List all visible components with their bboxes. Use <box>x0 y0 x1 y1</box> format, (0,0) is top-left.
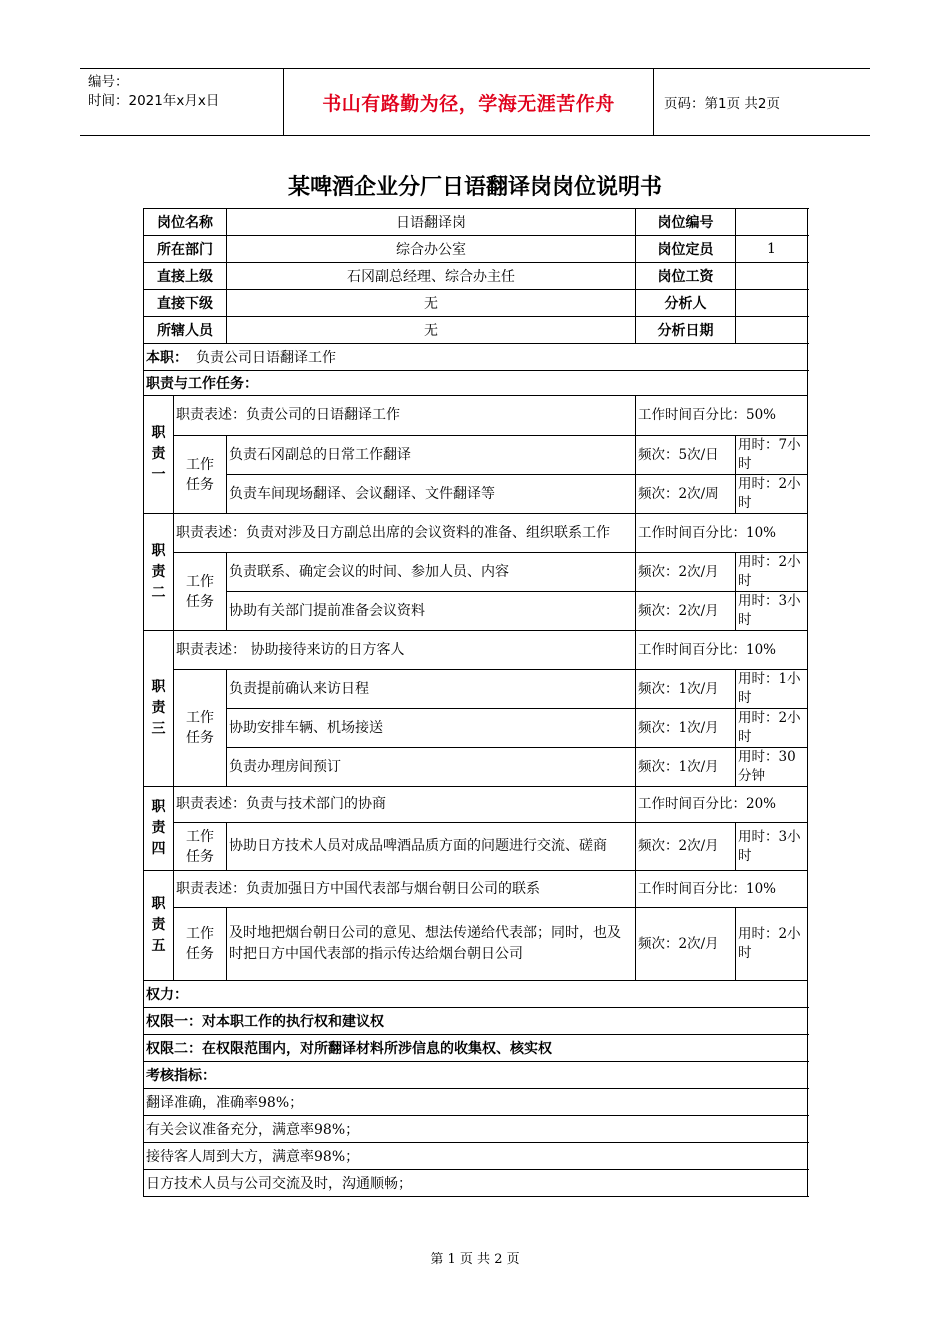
task-duration: 用时：1小时 <box>736 670 808 709</box>
task-text: 协助安排车辆、机场接送 <box>227 709 636 748</box>
task-text: 负责办理房间预订 <box>227 748 636 787</box>
task-duration: 用时：2小时 <box>736 908 808 981</box>
responsibility-name <box>144 631 174 787</box>
task-text: 负责联系、确定会议的时间、参加人员、内容 <box>227 553 636 592</box>
task-label-text: 工作任务 <box>186 828 214 865</box>
duty-cell <box>144 344 808 371</box>
basic-label: 分析日期 <box>636 317 736 344</box>
task-row <box>144 670 808 709</box>
tasks-header-row <box>144 371 808 396</box>
task-text: 负责车间现场翻译、会议翻译、文件翻译等 <box>227 475 636 514</box>
task-text: 协助日方技术人员对成品啤酒品质方面的问题进行交流、磋商 <box>227 823 636 871</box>
page-footer: 第 1 页 共 2 页 <box>430 1252 520 1267</box>
task-duration: 用时：7小时 <box>736 436 808 475</box>
basic-value: 日语翻译岗 <box>227 209 636 236</box>
task-frequency: 频次：1次/月 <box>636 709 736 748</box>
assessment-item: 有关会议准备充分，满意率98%； <box>144 1116 808 1143</box>
basic-value <box>736 209 808 236</box>
basic-value: 无 <box>227 290 636 317</box>
task-text: 负责提前确认来访日程 <box>227 670 636 709</box>
time-percentage: 工作时间百分比：10% <box>636 631 808 670</box>
task-frequency: 频次：2次/月 <box>636 592 736 631</box>
page-header <box>80 68 870 136</box>
task-label <box>174 670 227 787</box>
responsibility-desc: 职责表述：负责加强日方中国代表部与烟台朝日公司的联系 <box>174 871 636 908</box>
basic-label: 分析人 <box>636 290 736 317</box>
task-frequency: 频次：2次/月 <box>636 823 736 871</box>
rights-header-row <box>144 981 808 1008</box>
task-row <box>144 475 808 514</box>
task-row <box>144 748 808 787</box>
task-row <box>144 592 808 631</box>
duty-row <box>144 344 808 371</box>
responsibility-name <box>144 787 174 871</box>
assessment-row <box>144 1143 808 1170</box>
task-label <box>174 823 227 871</box>
responsibility-name <box>144 514 174 631</box>
basic-info-row <box>144 317 808 344</box>
task-frequency: 频次：2次/月 <box>636 553 736 592</box>
responsibility-name-text: 职责一 <box>151 425 166 483</box>
task-duration: 用时：30分钟 <box>736 748 808 787</box>
basic-label: 所辖人员 <box>144 317 227 344</box>
responsibility-desc-row <box>144 396 808 436</box>
assessment-row <box>144 1089 808 1116</box>
task-label <box>174 553 227 631</box>
responsibility-desc: 职责表述：负责公司的日语翻译工作 <box>174 396 636 436</box>
job-description-table <box>143 208 808 1197</box>
basic-label: 所在部门 <box>144 236 227 263</box>
task-row <box>144 823 808 871</box>
task-text: 协助有关部门提前准备会议资料 <box>227 592 636 631</box>
rights-row <box>144 1008 808 1035</box>
task-label-text: 工作任务 <box>186 926 214 962</box>
task-duration: 用时：2小时 <box>736 475 808 514</box>
responsibility-desc-row <box>144 871 808 908</box>
basic-info-row <box>144 263 808 290</box>
basic-value <box>736 290 808 317</box>
assessment-item: 日方技术人员与公司交流及时，沟通顺畅； <box>144 1170 808 1197</box>
basic-info-row <box>144 236 808 263</box>
responsibility-name-text: 职责三 <box>151 679 166 737</box>
task-label-text: 工作任务 <box>186 710 214 746</box>
rights-item: 权限一：对本职工作的执行权和建议权 <box>144 1008 808 1035</box>
basic-info-row <box>144 209 808 236</box>
task-duration: 用时：3小时 <box>736 823 808 871</box>
task-duration: 用时：2小时 <box>736 709 808 748</box>
assessment-row <box>144 1170 808 1197</box>
task-duration: 用时：2小时 <box>736 553 808 592</box>
duty-label: 本职： <box>146 350 188 366</box>
basic-value: 综合办公室 <box>227 236 636 263</box>
doc-time-label: 时间：2021年x月x日 <box>88 93 220 109</box>
responsibility-desc: 职责表述：负责与技术部门的协商 <box>174 787 636 823</box>
basic-label: 直接上级 <box>144 263 227 290</box>
task-frequency: 频次：2次/周 <box>636 475 736 514</box>
responsibility-name-text: 职责二 <box>151 542 166 601</box>
basic-value: 无 <box>227 317 636 344</box>
task-row <box>144 709 808 748</box>
time-percentage: 工作时间百分比：50% <box>636 396 808 436</box>
responsibility-desc: 职责表述：负责对涉及日方副总出席的会议资料的准备、组织联系工作 <box>174 514 636 553</box>
header-page-info: 页码：第1页 共2页 <box>664 96 780 112</box>
responsibility-desc: 职责表述： 协助接待来访的日方客人 <box>174 631 636 670</box>
basic-label: 岗位编号 <box>636 209 736 236</box>
task-label <box>174 908 227 981</box>
header-motto: 书山有路勤为径，学海无涯苦作舟 <box>283 69 654 135</box>
responsibility-desc-row <box>144 514 808 553</box>
basic-label: 岗位工资 <box>636 263 736 290</box>
task-label-text: 工作任务 <box>186 456 214 493</box>
assessment-row <box>144 1116 808 1143</box>
task-row <box>144 553 808 592</box>
responsibility-desc-row <box>144 787 808 823</box>
basic-label: 直接下级 <box>144 290 227 317</box>
task-frequency: 频次：2次/月 <box>636 908 736 981</box>
task-label <box>174 436 227 514</box>
time-percentage: 工作时间百分比：10% <box>636 871 808 908</box>
basic-label: 岗位名称 <box>144 209 227 236</box>
duty-text: 负责公司日语翻译工作 <box>196 350 336 366</box>
basic-value <box>736 317 808 344</box>
task-text: 负责石冈副总的日常工作翻译 <box>227 436 636 475</box>
task-text: 及时地把烟台朝日公司的意见、想法传递给代表部；同时，也及时把日方中国代表部的指示传达给烟台朝日公司 <box>227 908 636 981</box>
assessment-header: 考核指标： <box>144 1062 808 1089</box>
basic-label: 岗位定员 <box>636 236 736 263</box>
time-percentage: 工作时间百分比：20% <box>636 787 808 823</box>
responsibility-desc-row <box>144 631 808 670</box>
basic-info-row <box>144 290 808 317</box>
responsibility-name-text: 职责五 <box>151 896 166 954</box>
basic-value: 1 <box>736 236 808 263</box>
header-meta <box>80 69 283 135</box>
responsibility-name <box>144 871 174 981</box>
basic-value: 石冈副总经理、综合办主任 <box>227 263 636 290</box>
rights-row <box>144 1035 808 1062</box>
assessment-item: 翻译准确，准确率98%； <box>144 1089 808 1116</box>
task-label-text: 工作任务 <box>186 573 214 610</box>
task-duration: 用时：3小时 <box>736 592 808 631</box>
assessment-header-row <box>144 1062 808 1089</box>
assessment-item: 接待客人周到大方，满意率98%； <box>144 1143 808 1170</box>
responsibility-name-text: 职责四 <box>151 799 166 857</box>
tasks-header: 职责与工作任务： <box>144 371 808 396</box>
basic-value <box>736 263 808 290</box>
rights-header: 权力： <box>144 981 808 1008</box>
doc-code-label: 编号： <box>88 74 129 90</box>
document-title: 某啤酒企业分厂日语翻译岗岗位说明书 <box>287 175 662 200</box>
task-row <box>144 436 808 475</box>
task-frequency: 频次：5次/日 <box>636 436 736 475</box>
task-frequency: 频次：1次/月 <box>636 670 736 709</box>
time-percentage: 工作时间百分比：10% <box>636 514 808 553</box>
rights-item: 权限二：在权限范围内，对所翻译材料所涉信息的收集权、核实权 <box>144 1035 808 1062</box>
responsibility-name <box>144 396 174 514</box>
task-row <box>144 908 808 981</box>
task-frequency: 频次：1次/月 <box>636 748 736 787</box>
